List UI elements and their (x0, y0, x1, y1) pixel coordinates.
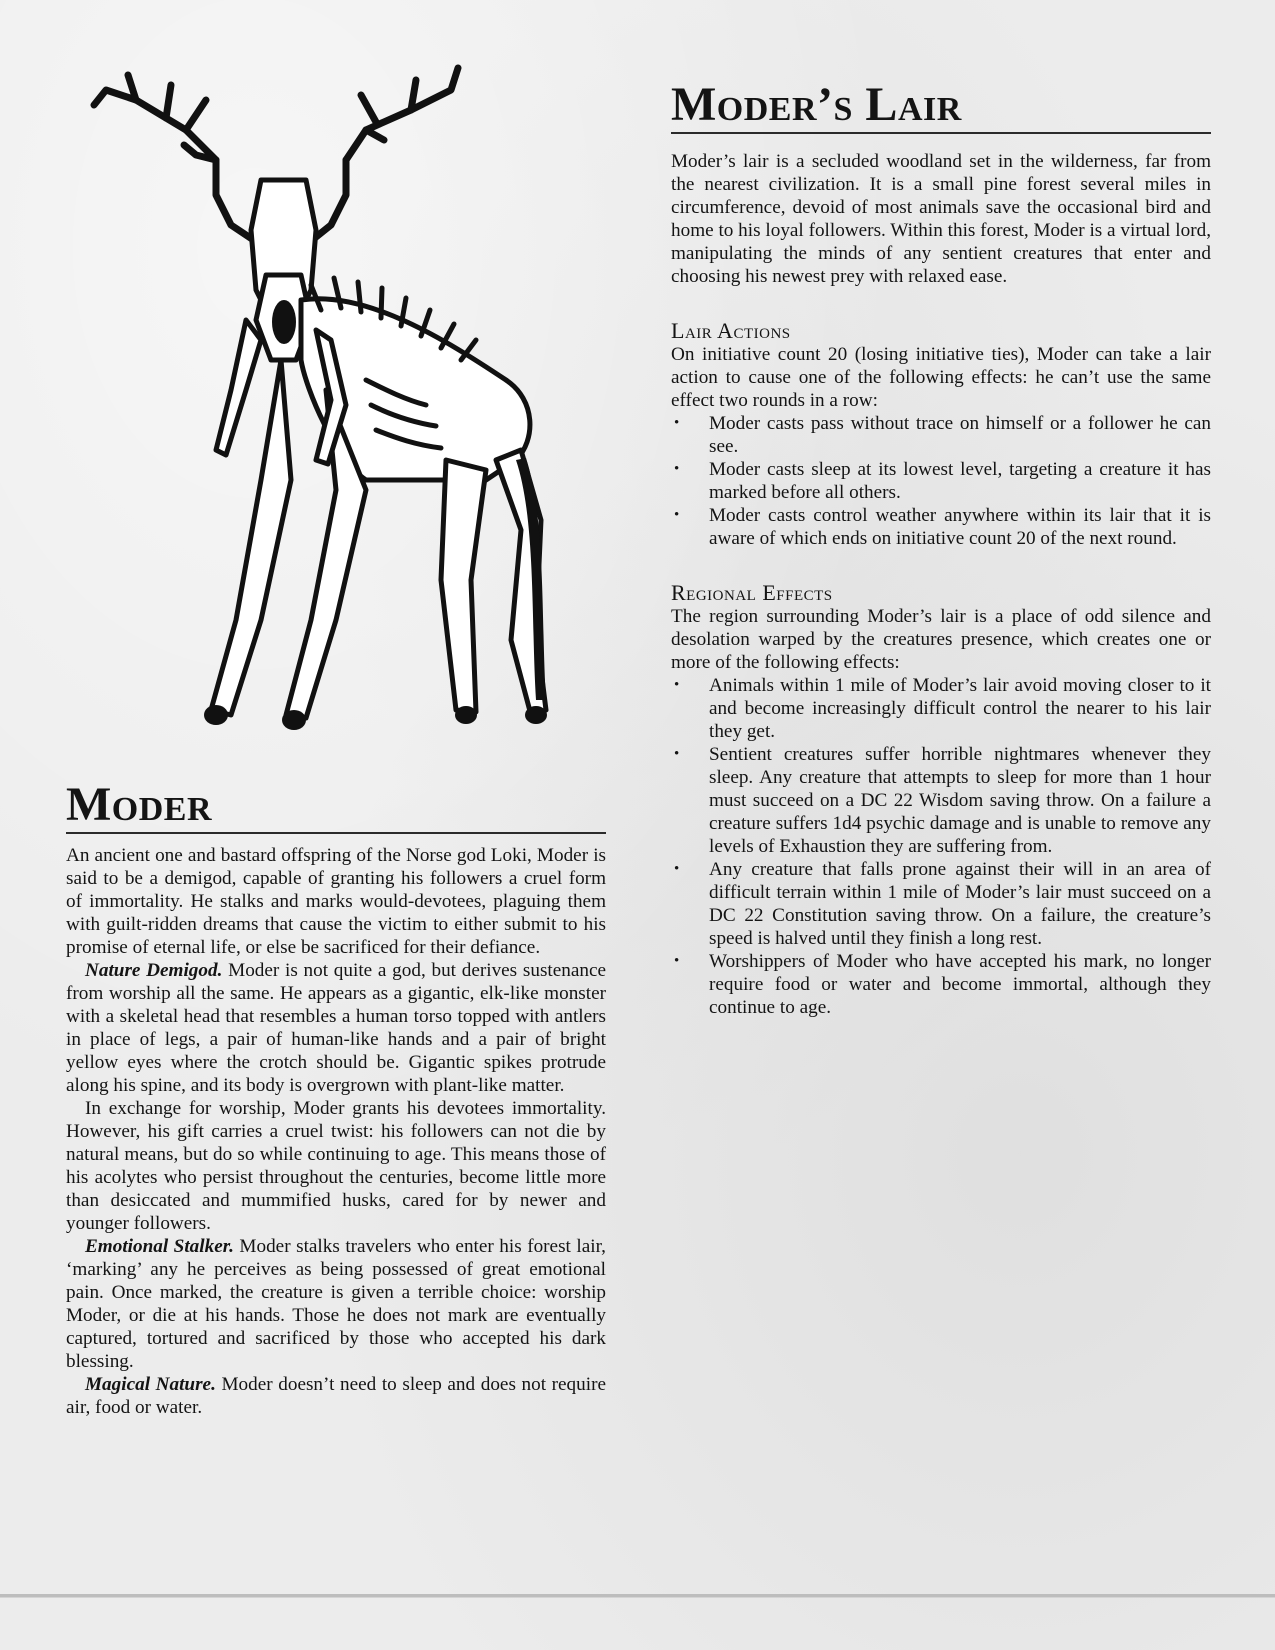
lair-actions-intro: On initiative count 20 (losing initiative ties), Moder can take a lair action to cause one of the following effects: he can’t use the same effect two rounds in a row: (671, 344, 1211, 411)
exchange-paragraph: In exchange for worship, Moder grants his devotees immortality. However, his gift carries a cruel twist: his followers can not die by natural means, but do so while continuing to age. This means those of his acolytes who persist throughout the centuries, become little more than desiccated and mummified husks, cared for by newer and younger followers. (66, 1098, 606, 1234)
left-column (66, 60, 606, 1419)
lair-intro: Moder’s lair is a secluded woodland set in the wilderness, far from the nearest civilization. It is a small pine forest several miles in circumference, devoid of most animals save the occasional bird and home to his loyal followers. Within this forest, Moder is a virtual lord, manipulating the minds of any sentient creatures that enter and choosing his newest prey with relaxed ease. (671, 151, 1211, 287)
regional-effects-heading: Regional Effects (671, 580, 833, 605)
regional-effect-item: • Animals within 1 mile of Moder’s lair avoid moving closer to it and become increasingly difficult control the nearer to his lair they get. (671, 674, 1211, 743)
regional-effects-list (671, 674, 1211, 1019)
moders-lair-title: Moder’s Lair (671, 80, 1211, 134)
lair-action-item: • Moder casts pass without trace on himself or a follower he can see. (671, 412, 1211, 458)
page-footer-divider (0, 1594, 1275, 1598)
right-column (671, 80, 1211, 1019)
moder-intro: An ancient one and bastard offspring of the Norse god Loki, Moder is said to be a demigod, capable of granting his followers a cruel form of immortality. He stalks and marks would-devotees, plaguing them with guilt-ridden dreams that cause the victim to either submit to his promise of eternal life, or else be sacrificed for their defiance. (66, 845, 606, 958)
emotional-stalker-text: Moder stalks travelers who enter his forest lair, ‘marking’ any he perceives as being possessed of great emotional pain. Once marked, the creature is given a terrible choice: worship Moder, or die at his hands. Those he does not mark are eventually captured, tortured and sacrificed by those who accepted his dark blessing. (66, 1236, 606, 1372)
moder-title: Moder (66, 780, 606, 834)
magical-nature-text: Moder doesn’t need to sleep and does not require air, food or water. (66, 1374, 606, 1418)
moder-creature-icon (66, 60, 606, 780)
nature-demigod-paragraph (66, 959, 606, 1097)
lair-actions-heading: Lair Actions (671, 318, 791, 343)
lair-action-item: • Moder casts control weather anywhere within its lair that it is aware of which ends on initiative count 20 of the next round. (671, 504, 1211, 550)
emotional-stalker-title: Emotional Stalker. (85, 1236, 234, 1257)
regional-effects-intro: The region surrounding Moder’s lair is a place of odd silence and desolation warped by the creatures presence, which creates one or more of the following effects: (671, 606, 1211, 673)
emotional-stalker-paragraph (66, 1235, 606, 1373)
nature-demigod-text: Moder is not quite a god, but derives sustenance from worship all the same. He appears as a gigantic, elk-like monster with a skeletal head that resembles a human torso topped with antlers in place of legs, a pair of human-like hands and a pair of bright yellow eyes where the crotch should be. Gigantic spikes protrude along his spine, and its body is overgrown with plant-like matter. (66, 960, 606, 1096)
regional-effect-item: • Any creature that falls prone against their will in an area of difficult terrain within 1 mile of Moder’s lair must succeed on a DC 22 Constitution saving throw. On a failure, the creature’s speed is halved until they finish a long rest. (671, 858, 1211, 950)
lair-actions-list (671, 412, 1211, 550)
moder-illustration (66, 60, 606, 780)
nature-demigod-title: Nature Demigod. (85, 960, 223, 981)
regional-effect-item: • Sentient creatures suffer horrible nightmares whenever they sleep. Any creature that attempts to sleep for more than 1 hour must succeed on a DC 22 Wisdom saving throw. On a failure a creature suffers 1d4 psychic damage and is unable to remove any levels of Exhaustion they are suffering from. (671, 743, 1211, 858)
lair-action-item: • Moder casts sleep at its lowest level, targeting a creature it has marked before all others. (671, 458, 1211, 504)
magical-nature-title: Magical Nature. (85, 1374, 216, 1395)
regional-effect-item: • Worshippers of Moder who have accepted his mark, no longer require food or water and become immortal, although they continue to age. (671, 950, 1211, 1019)
magical-nature-paragraph (66, 1373, 606, 1419)
